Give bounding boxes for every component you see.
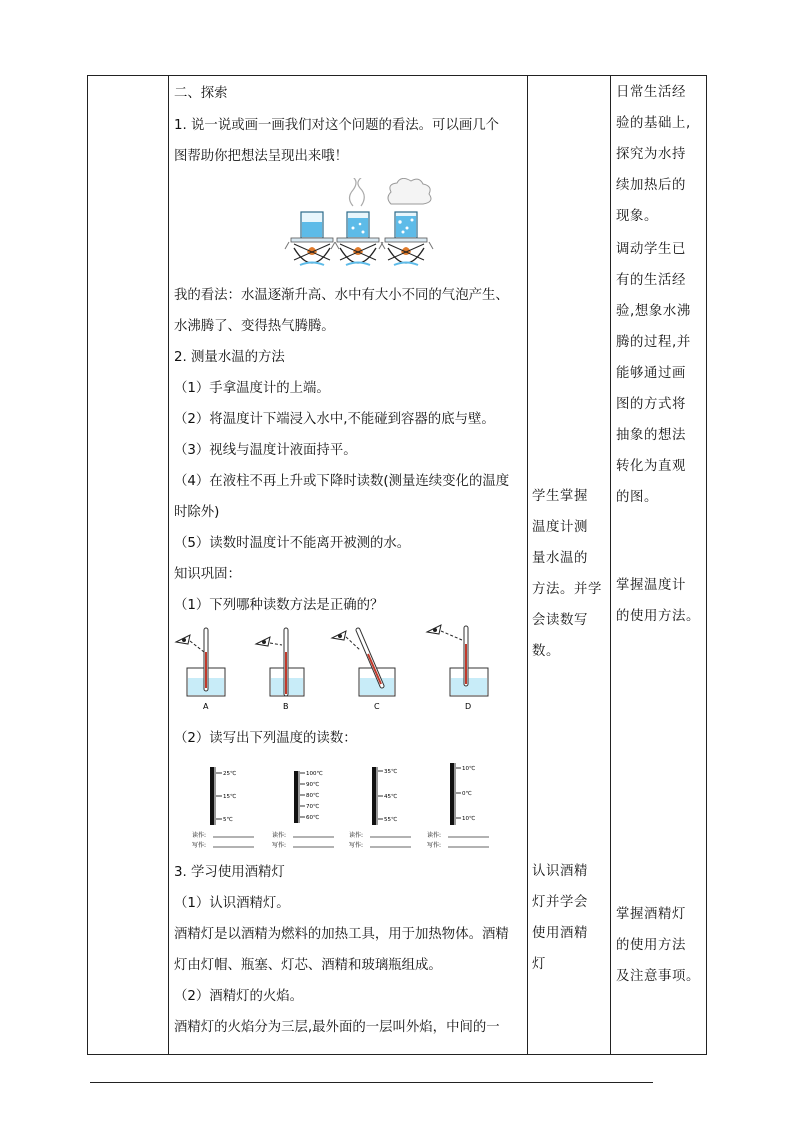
question2: （2）读写出下列温度的读数： — [174, 731, 357, 746]
svg-text:70℃: 70℃ — [306, 804, 320, 810]
section-title: 二、探索 — [174, 86, 228, 101]
beaker-stage-2 — [331, 178, 385, 265]
thermometer-reading-figure — [186, 759, 506, 854]
svg-text:写作:: 写作: — [427, 842, 442, 849]
thermometer-2 — [272, 770, 334, 849]
beaker-stage-1 — [285, 212, 339, 265]
option-d — [427, 625, 488, 711]
svg-text:90℃: 90℃ — [306, 782, 320, 788]
lesson-table — [87, 75, 707, 1055]
option-c-label: C — [374, 702, 380, 711]
thermometer-1 — [192, 767, 254, 849]
svg-text:80℃: 80℃ — [306, 793, 320, 799]
question1: （1）下列哪种读数方法是正确的？ — [174, 598, 384, 613]
svg-text:10℃: 10℃ — [462, 766, 476, 772]
svg-text:25℃: 25℃ — [223, 771, 237, 777]
footer-rule — [90, 1082, 653, 1083]
svg-text:10℃: 10℃ — [462, 816, 476, 822]
svg-text:35℃: 35℃ — [384, 769, 398, 775]
step1: （1）手拿温度计的上端。 — [174, 381, 330, 396]
thermometer-3 — [349, 767, 411, 849]
option-a — [176, 628, 225, 711]
beaker-stage-3 — [379, 178, 433, 265]
item1-line2: 图帮助你把想法呈现出来哦！ — [174, 149, 349, 164]
option-d-label: D — [465, 702, 472, 711]
svg-text:读作:: 读作: — [272, 832, 287, 839]
intent-block-lamp: 掌握酒精灯 的使用方法 及注意事项。 — [616, 907, 700, 984]
svg-text:55℃: 55℃ — [384, 817, 398, 823]
svg-text:15℃: 15℃ — [223, 794, 237, 800]
item2-title: 2. 测量水温的方法 — [174, 350, 285, 365]
intent-block-observe: 日常生活经 验的基础上, 探究为水持 续加热后的 现象。 — [616, 85, 691, 224]
svg-text:45℃: 45℃ — [384, 794, 398, 800]
svg-text:5℃: 5℃ — [223, 817, 233, 823]
intent-block-thermometer: 掌握温度计 的使用方法。 — [616, 578, 700, 624]
option-b — [256, 628, 304, 711]
read-label: 读作: — [192, 832, 207, 839]
boiling-water-illustration — [283, 178, 443, 273]
lamp-sub1: （1）认识酒精灯。 — [174, 896, 290, 911]
write-label: 写作: — [192, 842, 207, 849]
item1-line1: 1. 说一说或画一画我们对这个问题的看法。可以画几个 — [174, 118, 500, 133]
reading-method-figure — [172, 622, 522, 712]
item3-title: 3. 学习使用酒精灯 — [174, 865, 285, 880]
lamp-sub2: （2）酒精灯的火焰。 — [174, 989, 304, 1004]
step4-line1: （4）在液柱不再上升或下降时读数(测量连续变化的温度 — [174, 474, 510, 489]
flame-line1: 酒精灯的火焰分为三层,最外面的一层叫外焰，中间的一 — [174, 1020, 500, 1035]
svg-text:60℃: 60℃ — [306, 815, 320, 821]
lamp-desc-line1: 酒精灯是以酒精为燃料的加热工具，用于加热物体。酒精 — [174, 927, 509, 942]
column-divider — [527, 76, 528, 1054]
column-divider — [168, 76, 169, 1054]
option-a-label: A — [203, 702, 209, 711]
lamp-desc-line2: 灯由灯帽、瓶塞、灯芯、酒精和玻璃瓶组成。 — [174, 958, 442, 973]
svg-text:写作:: 写作: — [349, 842, 364, 849]
intent-block-imagine: 调动学生已 有的生活经 验,想象水沸 腾的过程,并 能够通过画 图的方式将 抽象的想法 转化为直观 的图。 — [616, 242, 691, 505]
step2: （2）将温度计下端浸入水中,不能碰到容器的底与壁。 — [174, 412, 495, 427]
svg-text:读作:: 读作: — [427, 832, 442, 839]
step4-line2: 时除外) — [174, 505, 220, 520]
svg-text:0℃: 0℃ — [462, 791, 472, 797]
thermometer-4 — [427, 763, 489, 849]
student-block-thermometer: 学生掌握 温度计测 量水温的 方法。并学 会读数写 数。 — [532, 489, 602, 659]
column-divider — [610, 76, 611, 1054]
consolidate-label: 知识巩固： — [174, 567, 241, 582]
option-c — [332, 630, 395, 711]
step5: （5）读数时温度计不能离开被测的水。 — [174, 536, 411, 551]
option-b-label: B — [283, 702, 289, 711]
svg-text:100℃: 100℃ — [306, 771, 323, 777]
view-line2: 水沸腾了、变得热气腾腾。 — [174, 319, 335, 334]
svg-text:写作:: 写作: — [272, 842, 287, 849]
student-block-lamp: 认识酒精 灯并学会 使用酒精 灯 — [532, 864, 588, 972]
view-line1: 我的看法：水温逐渐升高、水中有大小不同的气泡产生、 — [174, 288, 509, 303]
step3: （3）视线与温度计液面持平。 — [174, 443, 357, 458]
svg-text:读作:: 读作: — [349, 832, 364, 839]
